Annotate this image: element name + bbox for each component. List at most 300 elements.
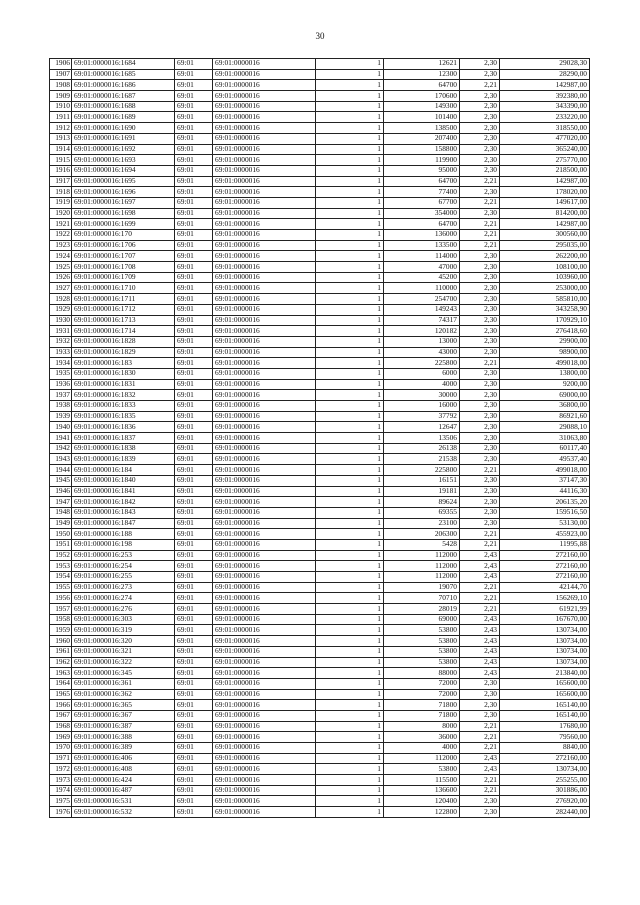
region-code-cell: 69:01 xyxy=(175,112,213,123)
cadastral-number-cell: 69:01:0000016:253 xyxy=(72,550,175,561)
sum-value-cell: 272160,00 xyxy=(500,753,590,764)
sum-value-cell: 98900,00 xyxy=(500,347,590,358)
count-cell: 1 xyxy=(316,465,384,476)
area-value-cell: 67700 xyxy=(384,197,460,208)
rate-value-cell: 2,30 xyxy=(460,379,500,390)
cadastral-number-cell: 69:01:0000016:1837 xyxy=(72,433,175,444)
row-number-cell: 1954 xyxy=(50,572,72,583)
region-code-cell: 69:01 xyxy=(175,197,213,208)
quarter-number-cell: 69:01:0000016 xyxy=(213,796,316,807)
table-row xyxy=(50,646,590,657)
table-row xyxy=(50,764,590,775)
row-number-cell: 1920 xyxy=(50,208,72,219)
rate-value-cell: 2,30 xyxy=(460,475,500,486)
table-row xyxy=(50,262,590,273)
count-cell: 1 xyxy=(316,101,384,112)
rate-value-cell: 2,21 xyxy=(460,785,500,796)
sum-value-cell: 165140,00 xyxy=(500,700,590,711)
area-value-cell: 138500 xyxy=(384,123,460,134)
row-number-cell: 1956 xyxy=(50,593,72,604)
area-value-cell: 225800 xyxy=(384,465,460,476)
region-code-cell: 69:01 xyxy=(175,668,213,679)
rate-value-cell: 2,21 xyxy=(460,582,500,593)
row-number-cell: 1914 xyxy=(50,144,72,155)
count-cell: 1 xyxy=(316,550,384,561)
rate-value-cell: 2,30 xyxy=(460,422,500,433)
row-number-cell: 1976 xyxy=(50,807,72,818)
sum-value-cell: 455923,00 xyxy=(500,529,590,540)
rate-value-cell: 2,30 xyxy=(460,411,500,422)
count-cell: 1 xyxy=(316,176,384,187)
table-row xyxy=(50,208,590,219)
area-value-cell: 136600 xyxy=(384,785,460,796)
cadastral-number-cell: 69:01:0000016:273 xyxy=(72,582,175,593)
count-cell: 1 xyxy=(316,636,384,647)
area-value-cell: 136000 xyxy=(384,230,460,241)
sum-value-cell: 165600,00 xyxy=(500,689,590,700)
quarter-number-cell: 69:01:0000016 xyxy=(213,433,316,444)
area-value-cell: 45200 xyxy=(384,272,460,283)
quarter-number-cell: 69:01:0000016 xyxy=(213,657,316,668)
quarter-number-cell: 69:01:0000016 xyxy=(213,123,316,134)
quarter-number-cell: 69:01:0000016 xyxy=(213,230,316,241)
rate-value-cell: 2,30 xyxy=(460,710,500,721)
rate-value-cell: 2,43 xyxy=(460,550,500,561)
cadastral-number-cell: 69:01:0000016:388 xyxy=(72,732,175,743)
sum-value-cell: 477020,00 xyxy=(500,133,590,144)
rate-value-cell: 2,30 xyxy=(460,689,500,700)
table-row xyxy=(50,668,590,679)
sum-value-cell: 11995,88 xyxy=(500,539,590,550)
sum-value-cell: 276418,60 xyxy=(500,326,590,337)
count-cell: 1 xyxy=(316,165,384,176)
table-row xyxy=(50,572,590,583)
area-value-cell: 30000 xyxy=(384,390,460,401)
table-row xyxy=(50,796,590,807)
area-value-cell: 74317 xyxy=(384,315,460,326)
row-number-cell: 1931 xyxy=(50,326,72,337)
rate-value-cell: 2,30 xyxy=(460,336,500,347)
cadastral-number-cell: 69:01:0000016:1687 xyxy=(72,91,175,102)
count-cell: 1 xyxy=(316,518,384,529)
quarter-number-cell: 69:01:0000016 xyxy=(213,497,316,508)
count-cell: 1 xyxy=(316,529,384,540)
quarter-number-cell: 69:01:0000016 xyxy=(213,668,316,679)
row-number-cell: 1971 xyxy=(50,753,72,764)
row-number-cell: 1947 xyxy=(50,497,72,508)
area-value-cell: 225800 xyxy=(384,358,460,369)
count-cell: 1 xyxy=(316,604,384,615)
sum-value-cell: 253000,00 xyxy=(500,283,590,294)
count-cell: 1 xyxy=(316,219,384,230)
count-cell: 1 xyxy=(316,721,384,732)
region-code-cell: 69:01 xyxy=(175,507,213,518)
cadastral-number-cell: 69:01:0000016:1847 xyxy=(72,518,175,529)
cadastral-number-cell: 69:01:0000016:361 xyxy=(72,678,175,689)
table-row xyxy=(50,550,590,561)
quarter-number-cell: 69:01:0000016 xyxy=(213,197,316,208)
count-cell: 1 xyxy=(316,240,384,251)
cadastral-number-cell: 69:01:0000016:1691 xyxy=(72,133,175,144)
row-number-cell: 1919 xyxy=(50,197,72,208)
quarter-number-cell: 69:01:0000016 xyxy=(213,710,316,721)
area-value-cell: 53800 xyxy=(384,646,460,657)
count-cell: 1 xyxy=(316,775,384,786)
table-row xyxy=(50,593,590,604)
row-number-cell: 1975 xyxy=(50,796,72,807)
region-code-cell: 69:01 xyxy=(175,304,213,315)
sum-value-cell: 142987,00 xyxy=(500,176,590,187)
rate-value-cell: 2,43 xyxy=(460,764,500,775)
region-code-cell: 69:01 xyxy=(175,518,213,529)
sum-value-cell: 31063,80 xyxy=(500,433,590,444)
table-row xyxy=(50,379,590,390)
sum-value-cell: 233220,00 xyxy=(500,112,590,123)
area-value-cell: 36000 xyxy=(384,732,460,743)
cadastral-number-cell: 69:01:0000016:303 xyxy=(72,614,175,625)
row-number-cell: 1908 xyxy=(50,80,72,91)
table-row xyxy=(50,123,590,134)
region-code-cell: 69:01 xyxy=(175,785,213,796)
cadastral-number-cell: 69:01:0000016:1697 xyxy=(72,197,175,208)
count-cell: 1 xyxy=(316,678,384,689)
sum-value-cell: 130734,00 xyxy=(500,764,590,775)
sum-value-cell: 318550,00 xyxy=(500,123,590,134)
table-row xyxy=(50,807,590,818)
cadastral-number-cell: 69:01:0000016:184 xyxy=(72,465,175,476)
rate-value-cell: 2,30 xyxy=(460,390,500,401)
area-value-cell: 19181 xyxy=(384,486,460,497)
cadastral-number-cell: 69:01:0000016:320 xyxy=(72,636,175,647)
sum-value-cell: 17680,00 xyxy=(500,721,590,732)
count-cell: 1 xyxy=(316,486,384,497)
rate-value-cell: 2,21 xyxy=(460,358,500,369)
region-code-cell: 69:01 xyxy=(175,582,213,593)
area-value-cell: 89624 xyxy=(384,497,460,508)
row-number-cell: 1918 xyxy=(50,187,72,198)
cadastral-number-cell: 69:01:0000016:1709 xyxy=(72,272,175,283)
region-code-cell: 69:01 xyxy=(175,240,213,251)
area-value-cell: 207400 xyxy=(384,133,460,144)
row-number-cell: 1966 xyxy=(50,700,72,711)
sum-value-cell: 29028,30 xyxy=(500,59,590,70)
quarter-number-cell: 69:01:0000016 xyxy=(213,208,316,219)
row-number-cell: 1953 xyxy=(50,561,72,572)
area-value-cell: 354000 xyxy=(384,208,460,219)
area-value-cell: 8000 xyxy=(384,721,460,732)
quarter-number-cell: 69:01:0000016 xyxy=(213,604,316,615)
rate-value-cell: 2,43 xyxy=(460,753,500,764)
row-number-cell: 1929 xyxy=(50,304,72,315)
cadastral-number-cell: 69:01:0000016:1694 xyxy=(72,165,175,176)
quarter-number-cell: 69:01:0000016 xyxy=(213,59,316,70)
count-cell: 1 xyxy=(316,582,384,593)
count-cell: 1 xyxy=(316,368,384,379)
area-value-cell: 170600 xyxy=(384,91,460,102)
cadastral-number-cell: 69:01:0000016:367 xyxy=(72,710,175,721)
rate-value-cell: 2,30 xyxy=(460,144,500,155)
row-number-cell: 1942 xyxy=(50,443,72,454)
region-code-cell: 69:01 xyxy=(175,561,213,572)
row-number-cell: 1932 xyxy=(50,336,72,347)
area-value-cell: 5428 xyxy=(384,539,460,550)
cadastral-number-cell: 69:01:0000016:1708 xyxy=(72,262,175,273)
region-code-cell: 69:01 xyxy=(175,176,213,187)
area-value-cell: 149243 xyxy=(384,304,460,315)
quarter-number-cell: 69:01:0000016 xyxy=(213,69,316,80)
cadastral-number-cell: 69:01:0000016:170 xyxy=(72,230,175,241)
region-code-cell: 69:01 xyxy=(175,358,213,369)
cadastral-number-cell: 69:01:0000016:1711 xyxy=(72,294,175,305)
quarter-number-cell: 69:01:0000016 xyxy=(213,304,316,315)
quarter-number-cell: 69:01:0000016 xyxy=(213,283,316,294)
count-cell: 1 xyxy=(316,326,384,337)
cadastral-number-cell: 69:01:0000016:1693 xyxy=(72,155,175,166)
region-code-cell: 69:01 xyxy=(175,347,213,358)
cadastral-number-cell: 69:01:0000016:319 xyxy=(72,625,175,636)
quarter-number-cell: 69:01:0000016 xyxy=(213,91,316,102)
cadastral-number-cell: 69:01:0000016:255 xyxy=(72,572,175,583)
table-row xyxy=(50,251,590,262)
sum-value-cell: 69000,00 xyxy=(500,390,590,401)
count-cell: 1 xyxy=(316,272,384,283)
sum-value-cell: 300560,00 xyxy=(500,230,590,241)
row-number-cell: 1906 xyxy=(50,59,72,70)
sum-value-cell: 301886,00 xyxy=(500,785,590,796)
sum-value-cell: 9200,00 xyxy=(500,379,590,390)
area-value-cell: 19070 xyxy=(384,582,460,593)
area-value-cell: 4000 xyxy=(384,743,460,754)
rate-value-cell: 2,30 xyxy=(460,807,500,818)
rate-value-cell: 2,43 xyxy=(460,572,500,583)
rate-value-cell: 2,30 xyxy=(460,283,500,294)
row-number-cell: 1973 xyxy=(50,775,72,786)
row-number-cell: 1917 xyxy=(50,176,72,187)
area-value-cell: 69355 xyxy=(384,507,460,518)
table-row xyxy=(50,411,590,422)
row-number-cell: 1964 xyxy=(50,678,72,689)
sum-value-cell: 29088,10 xyxy=(500,422,590,433)
area-value-cell: 12647 xyxy=(384,422,460,433)
cadastral-number-cell: 69:01:0000016:1684 xyxy=(72,59,175,70)
count-cell: 1 xyxy=(316,347,384,358)
count-cell: 1 xyxy=(316,443,384,454)
table-row xyxy=(50,507,590,518)
table-row xyxy=(50,283,590,294)
rate-value-cell: 2,21 xyxy=(460,743,500,754)
count-cell: 1 xyxy=(316,230,384,241)
sum-value-cell: 255255,00 xyxy=(500,775,590,786)
row-number-cell: 1935 xyxy=(50,368,72,379)
region-code-cell: 69:01 xyxy=(175,700,213,711)
rate-value-cell: 2,30 xyxy=(460,69,500,80)
row-number-cell: 1927 xyxy=(50,283,72,294)
cadastral-number-cell: 69:01:0000016:1685 xyxy=(72,69,175,80)
region-code-cell: 69:01 xyxy=(175,475,213,486)
area-value-cell: 23100 xyxy=(384,518,460,529)
cadastral-number-cell: 69:01:0000016:1832 xyxy=(72,390,175,401)
quarter-number-cell: 69:01:0000016 xyxy=(213,743,316,754)
count-cell: 1 xyxy=(316,422,384,433)
cadastral-number-cell: 69:01:0000016:531 xyxy=(72,796,175,807)
cadastral-number-cell: 69:01:0000016:1838 xyxy=(72,443,175,454)
region-code-cell: 69:01 xyxy=(175,368,213,379)
rate-value-cell: 2,43 xyxy=(460,561,500,572)
quarter-number-cell: 69:01:0000016 xyxy=(213,561,316,572)
rate-value-cell: 2,21 xyxy=(460,197,500,208)
row-number-cell: 1909 xyxy=(50,91,72,102)
cadastral-number-cell: 69:01:0000016:387 xyxy=(72,721,175,732)
quarter-number-cell: 69:01:0000016 xyxy=(213,165,316,176)
table-row xyxy=(50,176,590,187)
sum-value-cell: 165140,00 xyxy=(500,710,590,721)
sum-value-cell: 282440,00 xyxy=(500,807,590,818)
region-code-cell: 69:01 xyxy=(175,208,213,219)
count-cell: 1 xyxy=(316,646,384,657)
sum-value-cell: 130734,00 xyxy=(500,625,590,636)
quarter-number-cell: 69:01:0000016 xyxy=(213,539,316,550)
region-code-cell: 69:01 xyxy=(175,689,213,700)
quarter-number-cell: 69:01:0000016 xyxy=(213,507,316,518)
count-cell: 1 xyxy=(316,112,384,123)
cadastral-number-cell: 69:01:0000016:1830 xyxy=(72,368,175,379)
cadastral-number-cell: 69:01:0000016:322 xyxy=(72,657,175,668)
table-row xyxy=(50,785,590,796)
region-code-cell: 69:01 xyxy=(175,315,213,326)
sum-value-cell: 392380,00 xyxy=(500,91,590,102)
row-number-cell: 1945 xyxy=(50,475,72,486)
sum-value-cell: 103960,00 xyxy=(500,272,590,283)
region-code-cell: 69:01 xyxy=(175,272,213,283)
sum-value-cell: 156269,10 xyxy=(500,593,590,604)
count-cell: 1 xyxy=(316,668,384,679)
table-row xyxy=(50,475,590,486)
area-value-cell: 12300 xyxy=(384,69,460,80)
area-value-cell: 112000 xyxy=(384,572,460,583)
area-value-cell: 72000 xyxy=(384,689,460,700)
sum-value-cell: 499018,00 xyxy=(500,358,590,369)
quarter-number-cell: 69:01:0000016 xyxy=(213,347,316,358)
sum-value-cell: 86921,60 xyxy=(500,411,590,422)
sum-value-cell: 49537,40 xyxy=(500,454,590,465)
rate-value-cell: 2,30 xyxy=(460,187,500,198)
row-number-cell: 1928 xyxy=(50,294,72,305)
region-code-cell: 69:01 xyxy=(175,604,213,615)
cadastral-number-cell: 69:01:0000016:1836 xyxy=(72,422,175,433)
table-row xyxy=(50,721,590,732)
area-value-cell: 110000 xyxy=(384,283,460,294)
count-cell: 1 xyxy=(316,251,384,262)
area-value-cell: 53800 xyxy=(384,625,460,636)
row-number-cell: 1934 xyxy=(50,358,72,369)
region-code-cell: 69:01 xyxy=(175,764,213,775)
row-number-cell: 1946 xyxy=(50,486,72,497)
area-value-cell: 69000 xyxy=(384,614,460,625)
area-value-cell: 115500 xyxy=(384,775,460,786)
area-value-cell: 88000 xyxy=(384,668,460,679)
cadastral-number-cell: 69:01:0000016:1833 xyxy=(72,401,175,412)
cadastral-number-cell: 69:01:0000016:1689 xyxy=(72,112,175,123)
region-code-cell: 69:01 xyxy=(175,753,213,764)
quarter-number-cell: 69:01:0000016 xyxy=(213,411,316,422)
cadastral-number-cell: 69:01:0000016:198 xyxy=(72,539,175,550)
rate-value-cell: 2,43 xyxy=(460,657,500,668)
region-code-cell: 69:01 xyxy=(175,336,213,347)
cadastral-number-cell: 69:01:0000016:1829 xyxy=(72,347,175,358)
table-row xyxy=(50,625,590,636)
rate-value-cell: 2,30 xyxy=(460,368,500,379)
quarter-number-cell: 69:01:0000016 xyxy=(213,390,316,401)
region-code-cell: 69:01 xyxy=(175,732,213,743)
area-value-cell: 158800 xyxy=(384,144,460,155)
rate-value-cell: 2,30 xyxy=(460,454,500,465)
region-code-cell: 69:01 xyxy=(175,390,213,401)
area-value-cell: 119900 xyxy=(384,155,460,166)
cadastral-number-cell: 69:01:0000016:321 xyxy=(72,646,175,657)
count-cell: 1 xyxy=(316,753,384,764)
count-cell: 1 xyxy=(316,80,384,91)
cadastral-number-cell: 69:01:0000016:1695 xyxy=(72,176,175,187)
table-row xyxy=(50,678,590,689)
cadastral-number-cell: 69:01:0000016:1713 xyxy=(72,315,175,326)
area-value-cell: 71800 xyxy=(384,710,460,721)
row-number-cell: 1968 xyxy=(50,721,72,732)
sum-value-cell: 170929,10 xyxy=(500,315,590,326)
row-number-cell: 1948 xyxy=(50,507,72,518)
count-cell: 1 xyxy=(316,593,384,604)
sum-value-cell: 29900,00 xyxy=(500,336,590,347)
region-code-cell: 69:01 xyxy=(175,710,213,721)
count-cell: 1 xyxy=(316,475,384,486)
cadastral-number-cell: 69:01:0000016:345 xyxy=(72,668,175,679)
cadastral-number-cell: 69:01:0000016:1840 xyxy=(72,475,175,486)
sum-value-cell: 60117,40 xyxy=(500,443,590,454)
area-value-cell: 53800 xyxy=(384,657,460,668)
quarter-number-cell: 69:01:0000016 xyxy=(213,454,316,465)
area-value-cell: 114000 xyxy=(384,251,460,262)
sum-value-cell: 365240,00 xyxy=(500,144,590,155)
row-number-cell: 1970 xyxy=(50,743,72,754)
rate-value-cell: 2,30 xyxy=(460,315,500,326)
row-number-cell: 1949 xyxy=(50,518,72,529)
quarter-number-cell: 69:01:0000016 xyxy=(213,582,316,593)
cadastral-number-cell: 69:01:0000016:1686 xyxy=(72,80,175,91)
region-code-cell: 69:01 xyxy=(175,187,213,198)
table-row xyxy=(50,561,590,572)
row-number-cell: 1957 xyxy=(50,604,72,615)
page-number: 30 xyxy=(315,31,325,41)
sum-value-cell: 142987,00 xyxy=(500,219,590,230)
cadastral-number-cell: 69:01:0000016:1828 xyxy=(72,336,175,347)
region-code-cell: 69:01 xyxy=(175,123,213,134)
quarter-number-cell: 69:01:0000016 xyxy=(213,101,316,112)
rate-value-cell: 2,30 xyxy=(460,433,500,444)
table-row xyxy=(50,454,590,465)
rate-value-cell: 2,21 xyxy=(460,219,500,230)
cadastral-number-cell: 69:01:0000016:487 xyxy=(72,785,175,796)
quarter-number-cell: 69:01:0000016 xyxy=(213,764,316,775)
region-code-cell: 69:01 xyxy=(175,625,213,636)
sum-value-cell: 343390,00 xyxy=(500,101,590,112)
sum-value-cell: 206135,20 xyxy=(500,497,590,508)
table-row xyxy=(50,347,590,358)
count-cell: 1 xyxy=(316,507,384,518)
count-cell: 1 xyxy=(316,689,384,700)
area-value-cell: 133500 xyxy=(384,240,460,251)
quarter-number-cell: 69:01:0000016 xyxy=(213,529,316,540)
region-code-cell: 69:01 xyxy=(175,796,213,807)
rate-value-cell: 2,21 xyxy=(460,80,500,91)
